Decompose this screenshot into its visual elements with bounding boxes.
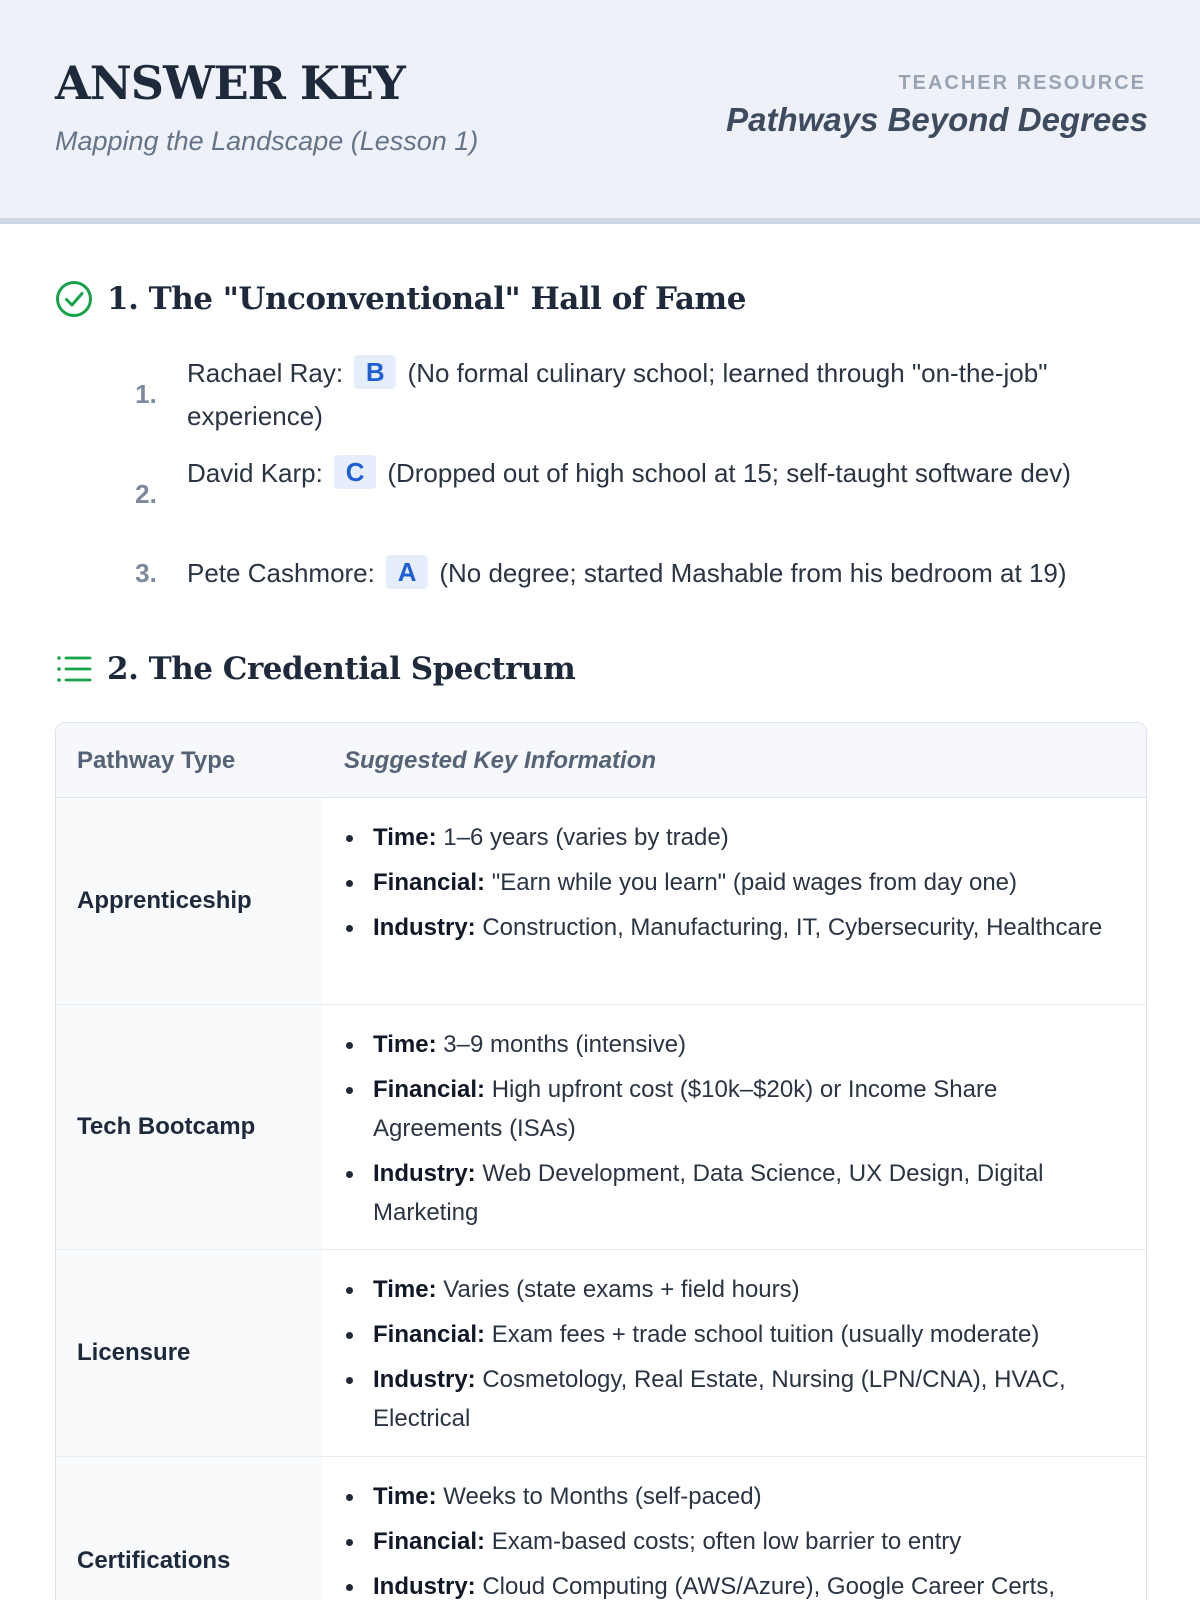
item-number: 2. <box>135 479 157 509</box>
info-value: Construction, Manufacturing, IT, Cybersecurity, Healthcare <box>482 914 1103 941</box>
info-value: Varies (state exams + field hours) <box>443 1276 800 1303</box>
info-key: Financial: <box>373 869 486 896</box>
table-row <box>56 1250 1146 1457</box>
section-2-heading <box>55 650 575 688</box>
answer-badge: C <box>334 455 376 489</box>
info-key: Financial: <box>373 1321 486 1348</box>
info-key: Industry: <box>373 1366 476 1393</box>
column-header-pathway: Pathway Type <box>77 747 236 774</box>
list-item <box>344 1270 1106 1309</box>
list-item <box>344 1070 1106 1148</box>
column-header-info: Suggested Key Information <box>344 747 657 774</box>
pathway-info <box>322 798 1146 953</box>
person-name: Rachael Ray: <box>187 358 344 388</box>
pathway-type: Licensure <box>56 1250 322 1456</box>
header <box>0 0 1200 224</box>
list-item <box>130 552 1150 595</box>
info-key: Time: <box>373 1276 437 1303</box>
list-item <box>344 1360 1106 1438</box>
table-row <box>56 1005 1146 1250</box>
list-item <box>344 1315 1106 1354</box>
info-value: Exam-based costs; often low barrier to entry <box>491 1528 962 1555</box>
credential-table <box>55 722 1147 1600</box>
table-row <box>56 798 1146 1005</box>
table-row <box>56 1457 1146 1600</box>
list-item <box>344 1522 1106 1561</box>
info-key: Time: <box>373 1031 437 1058</box>
section-1-heading <box>55 280 746 318</box>
page-title: ANSWER KEY <box>55 56 405 110</box>
answer-note: (No formal culinary school; learned through "on-the-job" experience) <box>187 358 1048 431</box>
hall-of-fame-list <box>130 352 1150 595</box>
info-value: Cloud Computing (AWS/Azure), Google Career Certs, <box>482 1573 1056 1600</box>
pathway-info <box>322 1250 1146 1444</box>
pathway-info <box>322 1457 1146 1600</box>
list-item <box>344 1154 1106 1232</box>
info-key: Industry: <box>373 1160 476 1187</box>
person-name: David Karp: <box>187 458 323 488</box>
list-item <box>344 818 1106 857</box>
person-name: Pete Cashmore: <box>187 558 375 588</box>
info-value: Cosmetology, Real Estate, Nursing (LPN/CNA), HVAC, Electrical <box>373 1366 1066 1432</box>
list-item <box>344 863 1106 902</box>
table-header <box>56 723 1146 798</box>
info-value: Web Development, Data Science, UX Design, Digital Marketing <box>373 1160 1044 1226</box>
info-key: Time: <box>373 824 437 851</box>
list-item <box>130 452 1150 538</box>
item-number: 1. <box>135 379 157 409</box>
pathway-type: Tech Bootcamp <box>56 1005 322 1249</box>
info-value: 1–6 years (varies by trade) <box>443 824 729 851</box>
pathway-info <box>322 1005 1146 1238</box>
answer-note: (No degree; started Mashable from his bedroom at 19) <box>439 558 1067 588</box>
info-key: Financial: <box>373 1528 486 1555</box>
info-key: Financial: <box>373 1076 486 1103</box>
answer-note: (Dropped out of high school at 15; self-taught software dev) <box>387 458 1071 488</box>
list-item <box>344 1477 1106 1516</box>
resource-label: TEACHER RESOURCE <box>898 72 1146 94</box>
answer-badge: B <box>354 355 396 389</box>
info-value: High upfront cost ($10k–$20k) or Income Share Agreements (ISAs) <box>373 1076 998 1142</box>
info-key: Industry: <box>373 1573 476 1600</box>
info-key: Industry: <box>373 914 476 941</box>
list-icon <box>55 650 93 688</box>
list-item <box>344 1025 1106 1064</box>
info-value: Weeks to Months (self-paced) <box>443 1483 762 1510</box>
item-number: 3. <box>135 558 157 588</box>
section-2-title: 2. The Credential Spectrum <box>107 651 576 687</box>
page-subtitle: Mapping the Landscape (Lesson 1) <box>55 126 479 156</box>
list-item <box>344 1567 1106 1600</box>
info-value: "Earn while you learn" (paid wages from day one) <box>491 869 1018 896</box>
pathway-type: Apprenticeship <box>56 798 322 1004</box>
list-item <box>130 352 1150 438</box>
section-1-title: 1. The "Unconventional" Hall of Fame <box>107 281 746 317</box>
info-value: Exam fees + trade school tuition (usually moderate) <box>491 1321 1040 1348</box>
pathway-type: Certifications <box>56 1457 322 1600</box>
answer-badge: A <box>386 555 428 589</box>
check-circle-icon <box>55 280 93 318</box>
brand-title: Pathways Beyond Degrees <box>726 101 1148 138</box>
list-item <box>344 908 1106 947</box>
info-value: 3–9 months (intensive) <box>443 1031 687 1058</box>
info-key: Time: <box>373 1483 437 1510</box>
